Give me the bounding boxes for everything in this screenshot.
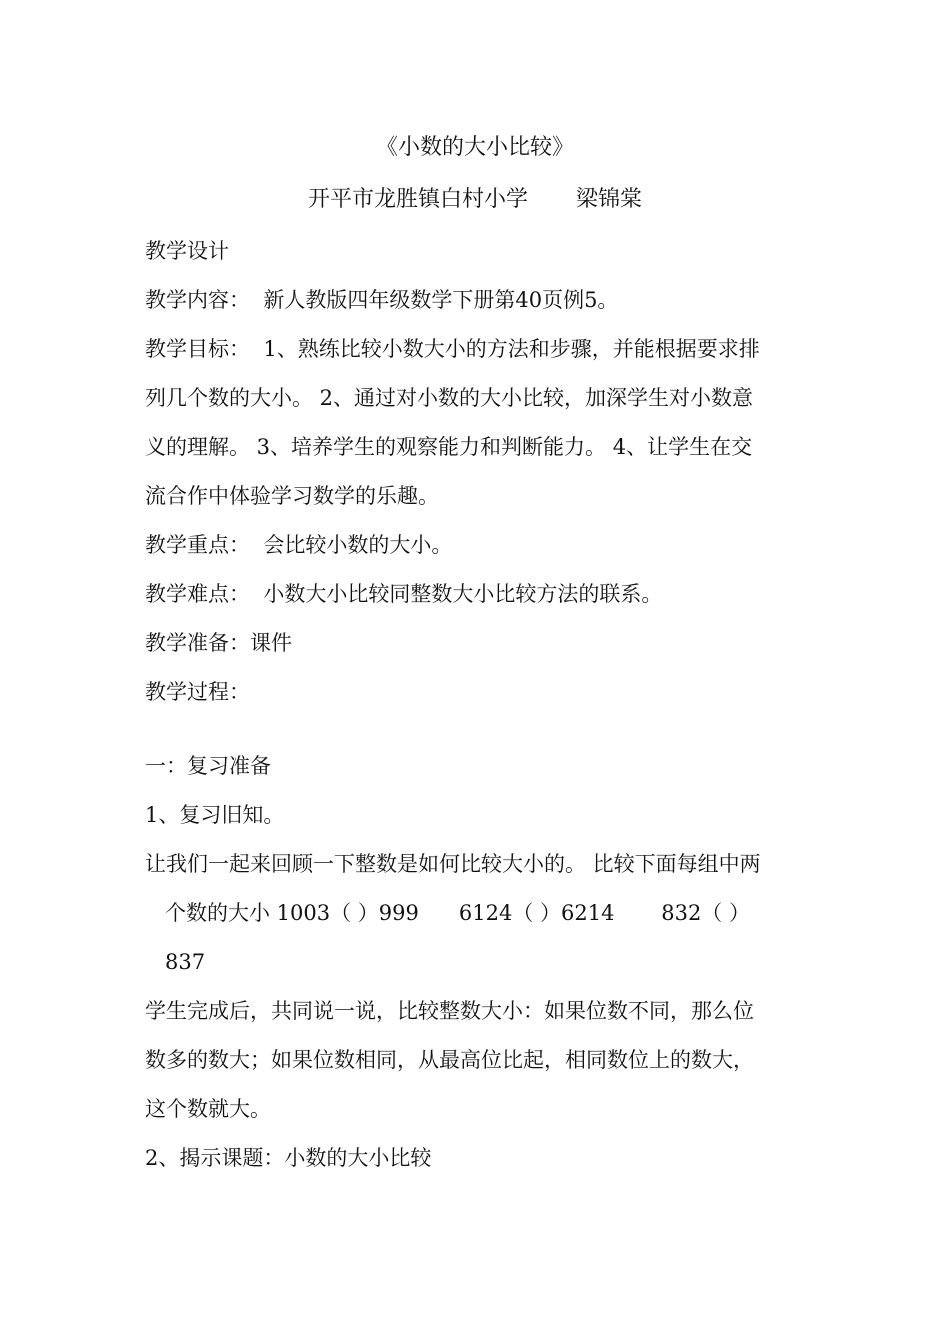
author-name: 梁锦棠	[576, 187, 643, 212]
body-line: 这个数就大。	[145, 1097, 271, 1121]
body-line: 教学过程：	[145, 680, 250, 704]
section-heading: 一：复习准备	[145, 754, 271, 778]
body-line: 数多的数大；如果位数相同，从最高位比起，相同数位上的数大，	[145, 1048, 754, 1072]
body-line: 列几个数的大小。 2、通过对小数的大小比较，加深学生对小数意	[145, 386, 754, 410]
body-line: 学生完成后，共同说一说，比较整数大小：如果位数不同，那么位	[145, 999, 754, 1023]
body-line: 义的理解。 3、培养学生的观察能力和判断能力。 4、让学生在交	[145, 435, 753, 459]
body-line: 教学难点： 小数大小比较同整数大小比较方法的联系。	[145, 582, 663, 606]
body-line: 个数的大小 1003（ ）999 6124（ ）6214 832（ ）	[165, 901, 750, 925]
document-body	[145, 232, 810, 1188]
body-line: 2、揭示课题：小数的大小比较	[145, 1146, 432, 1170]
body-line: 教学内容： 新人教版四年级数学下册第40页例5。	[145, 288, 619, 312]
document-author	[0, 185, 950, 215]
body-line: 教学目标： 1、熟练比较小数大小的方法和步骤，并能根据要求排	[145, 337, 760, 361]
body-line: 让我们一起来回顾一下整数是如何比较大小的。 比较下面每组中两	[145, 852, 761, 876]
body-line: 教学准备：课件	[145, 631, 292, 655]
body-line: 1、复习旧知。	[145, 803, 285, 827]
author-school: 开平市龙胜镇白村小学	[307, 187, 528, 212]
body-line: 教学重点： 会比较小数的大小。	[145, 533, 453, 557]
section-heading: 教学设计	[145, 239, 229, 263]
body-line: 837	[165, 950, 206, 974]
body-line: 流合作中体验学习数学的乐趣。	[145, 484, 439, 508]
document-title: 《小数的大小比较》	[375, 135, 574, 160]
